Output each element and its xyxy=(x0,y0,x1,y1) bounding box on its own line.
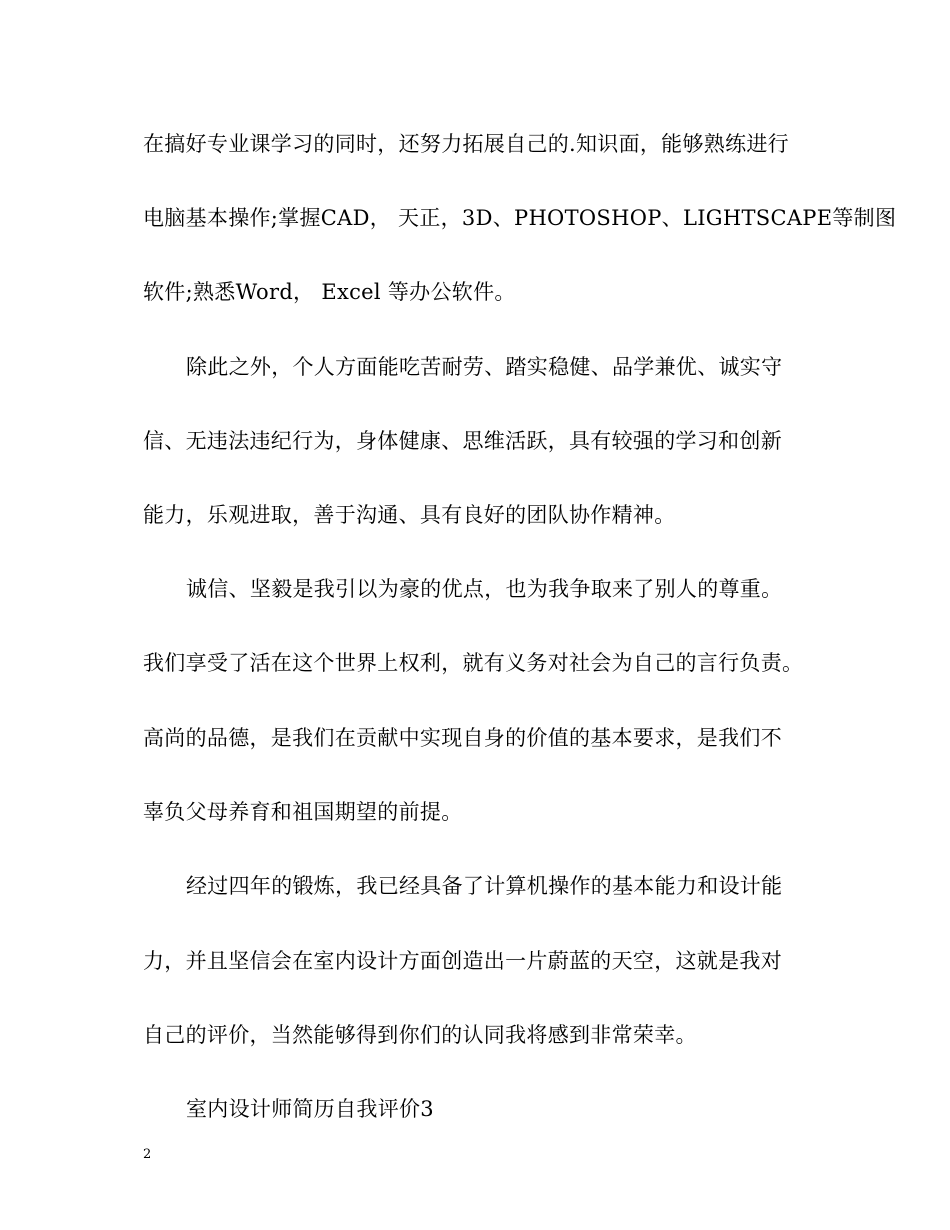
body-line-10: 辜负父母养育和祖国期望的前提。 xyxy=(143,800,463,824)
body-line-1: 在搞好专业课学习的同时，还努力拓展自己的.知识面，能够熟练进行 xyxy=(143,132,789,156)
body-line-9: 高尚的品德，是我们在贡献中实现自身的价值的基本要求，是我们不 xyxy=(143,726,782,750)
page-number: 2 xyxy=(143,1147,152,1162)
section-heading: 室内设计师简历自我评价3 xyxy=(186,1097,434,1121)
body-line-6: 能力，乐观进取，善于沟通、具有良好的团队协作精神。 xyxy=(143,503,676,527)
body-line-2: 电脑基本操作;掌握CAD， 天正，3D、PHOTOSHOP、LIGHTSCAPE等制图 xyxy=(143,206,897,230)
body-line-5: 信、无违法违纪行为，身体健康、思维活跃，具有较强的学习和创新 xyxy=(143,429,782,453)
body-line-13: 自己的评价，当然能够得到你们的认同我将感到非常荣幸。 xyxy=(143,1023,697,1047)
body-line-11: 经过四年的锻炼，我已经具备了计算机操作的基本能力和设计能 xyxy=(186,874,783,898)
body-line-8: 我们享受了活在这个世界上权利，就有义务对社会为自己的言行负责。 xyxy=(143,651,804,675)
body-line-3: 软件;熟悉Word， Excel 等办公软件。 xyxy=(143,280,516,304)
body-line-4: 除此之外，个人方面能吃苦耐劳、踏实稳健、品学兼优、诚实守 xyxy=(186,355,783,379)
body-line-7: 诚信、坚毅是我引以为豪的优点，也为我争取来了别人的尊重。 xyxy=(186,577,783,601)
body-line-12: 力，并且坚信会在室内设计方面创造出一片蔚蓝的天空，这就是我对 xyxy=(143,949,782,973)
